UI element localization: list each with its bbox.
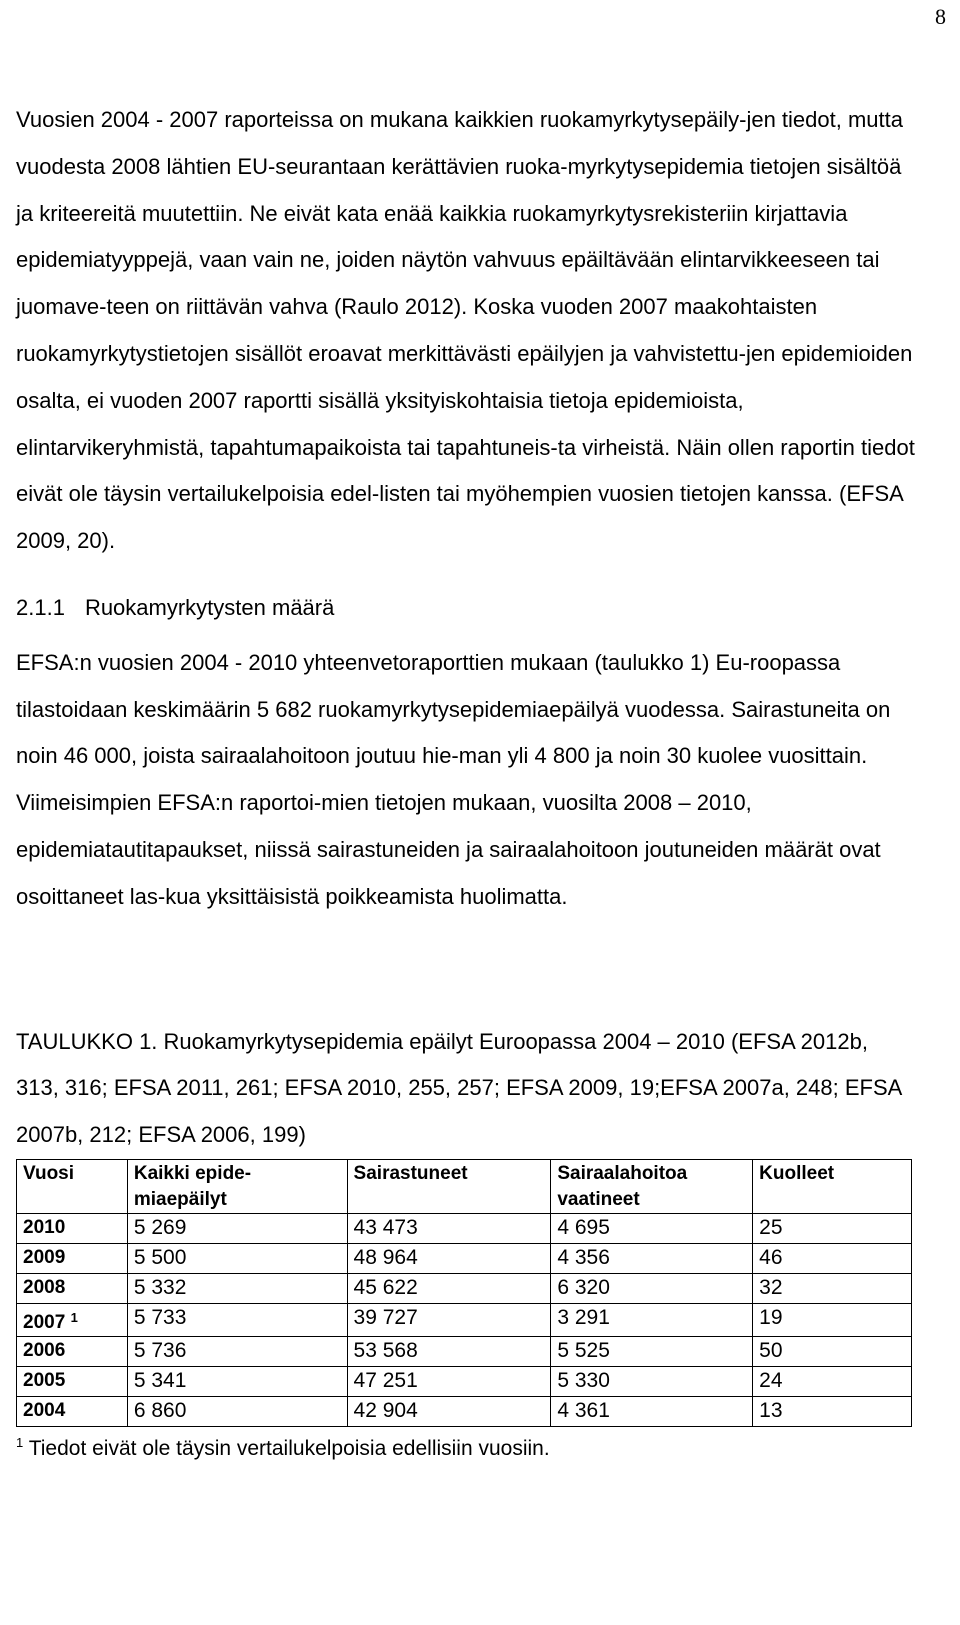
cell-ill: 43 473 [347, 1213, 551, 1243]
year-value: 2006 [23, 1339, 66, 1361]
table-caption: TAULUKKO 1. Ruokamyrkytysepidemia epäilyt Euroopassa 2004 – 2010 (EFSA 2012b, 313, 316; EFSA 2011, 261; EFSA 2010, 255, 257; EFSA 2009, 19;EFSA 2007a, 248; EFSA 2007b, 212; EFSA 2006, 199) [16, 1028, 902, 1148]
cell-ill: 42 904 [347, 1396, 551, 1426]
cell-year [17, 1213, 128, 1243]
cell-outbreaks: 5 332 [127, 1273, 347, 1303]
year-value: 2009 [23, 1246, 66, 1268]
table-row [17, 1303, 912, 1336]
section-number: 2.1.1 [16, 594, 65, 620]
paragraph-efsa-summary: EFSA:n vuosien 2004 - 2010 yhteenvetoraporttien mukaan (taulukko 1) Eu-roopassa tilastoidaan keskimäärin 5 682 ruokamyrkytysepidemiaepäilyä vuodessa. Sairastuneita on noin 46 000, joista sairaalahoitoon joutuu hie-man yli 4 800 ja noin 30 kuolee vuosittain. Viimeisimpien EFSA:n raportoi-mien tietojen mukaan, vuosilta 2008 – 2010, epidemiatautitapaukset, niissä sairastuneiden ja sairaalahoitoon joutuneiden määrät ovat osoittaneet las-kua yksittäisistä poikkeamista huolimatta. [16, 649, 891, 909]
year-footnote-marker: 1 [70, 1309, 78, 1325]
cell-hospitalised: 3 291 [551, 1303, 753, 1336]
cell-hospitalised: 5 330 [551, 1366, 753, 1396]
page-number: 8 [935, 4, 946, 29]
table-row [17, 1273, 912, 1303]
cell-outbreaks: 5 736 [127, 1336, 347, 1366]
cell-deaths: 50 [753, 1336, 912, 1366]
cell-hospitalised: 6 320 [551, 1273, 753, 1303]
header-outbreaks: Kaikki epide-miaepäilyt [127, 1159, 347, 1213]
cell-deaths: 13 [753, 1396, 912, 1426]
cell-ill: 47 251 [347, 1366, 551, 1396]
cell-hospitalised: 5 525 [551, 1336, 753, 1366]
year-value: 2004 [23, 1399, 66, 1421]
cell-outbreaks: 5 341 [127, 1366, 347, 1396]
cell-ill: 45 622 [347, 1273, 551, 1303]
cell-deaths: 46 [753, 1243, 912, 1273]
table-header-row [17, 1159, 912, 1213]
footnote-text: Tiedot eivät ole täysin vertailukelpoisia edellisiin vuosiin. [28, 1436, 550, 1460]
year-value: 2005 [23, 1369, 66, 1391]
cell-deaths: 24 [753, 1366, 912, 1396]
cell-hospitalised: 4 695 [551, 1213, 753, 1243]
cell-ill: 48 964 [347, 1243, 551, 1273]
table-row [17, 1213, 912, 1243]
year-value: 2010 [23, 1216, 66, 1238]
cell-year [17, 1396, 128, 1426]
cell-year [17, 1336, 128, 1366]
cell-ill: 39 727 [347, 1303, 551, 1336]
year-value: 2007 [23, 1311, 66, 1333]
header-ill: Sairastuneet [347, 1159, 551, 1213]
paragraph-reporting-changes: Vuosien 2004 - 2007 raporteissa on mukana kaikkien ruokamyrkytysepäily-jen tiedot, mutta vuodesta 2008 lähtien EU-seurantaan kerättävien ruoka-myrkytysepidemia tietojen sisältöä ja kriteereitä muutettiin. Ne eivät kata enää kaikkia ruokamyrkytysrekisteriin kirjattavia epidemiatyyppejä, vaan vain ne, joiden näytön vahvuus epäiltävään elintarvikkeeseen tai juomave-teen on riittävän vahva (Raulo 2012). Koska vuoden 2007 maakohtaisten ruokamyrkytystietojen sisällöt eroavat merkittävästi epäilyjen ja vahvistettu-jen epidemioiden osalta, ei vuoden 2007 raportti sisällä yksityiskohtaisia tietoja epidemioista, elintarvikeryhmistä, tapahtumapaikoista tai tapahtuneis-ta virheistä. Näin ollen raportin tiedot eivät ole täysin vertailukelpoisia edel-listen tai myöhempien vuosien tietojen kanssa. (EFSA 2009, 20). [16, 107, 915, 554]
cell-hospitalised: 4 361 [551, 1396, 753, 1426]
cell-ill: 53 568 [347, 1336, 551, 1366]
cell-outbreaks: 5 500 [127, 1243, 347, 1273]
table-row [17, 1396, 912, 1426]
cell-deaths: 19 [753, 1303, 912, 1336]
year-value: 2008 [23, 1276, 66, 1298]
cell-deaths: 25 [753, 1213, 912, 1243]
cell-deaths: 32 [753, 1273, 912, 1303]
cell-hospitalised: 4 356 [551, 1243, 753, 1273]
footnote-marker: 1 [16, 1434, 24, 1450]
cell-year [17, 1243, 128, 1273]
cell-outbreaks: 6 860 [127, 1396, 347, 1426]
header-hospitalised: Sairaalahoitoa vaatineet [551, 1159, 753, 1213]
table-row [17, 1366, 912, 1396]
cell-year [17, 1273, 128, 1303]
table-row [17, 1336, 912, 1366]
table-row [17, 1243, 912, 1273]
cell-outbreaks: 5 733 [127, 1303, 347, 1336]
header-year: Vuosi [17, 1159, 128, 1213]
section-title: Ruokamyrkytysten määrä [84, 594, 335, 620]
table-footnote [16, 1431, 916, 1461]
header-deaths: Kuolleet [753, 1159, 912, 1213]
cell-outbreaks: 5 269 [127, 1213, 347, 1243]
outbreak-table [16, 1159, 912, 1427]
document-body [16, 97, 916, 1461]
cell-year [17, 1366, 128, 1396]
cell-year [17, 1303, 128, 1336]
section-heading [16, 585, 916, 632]
